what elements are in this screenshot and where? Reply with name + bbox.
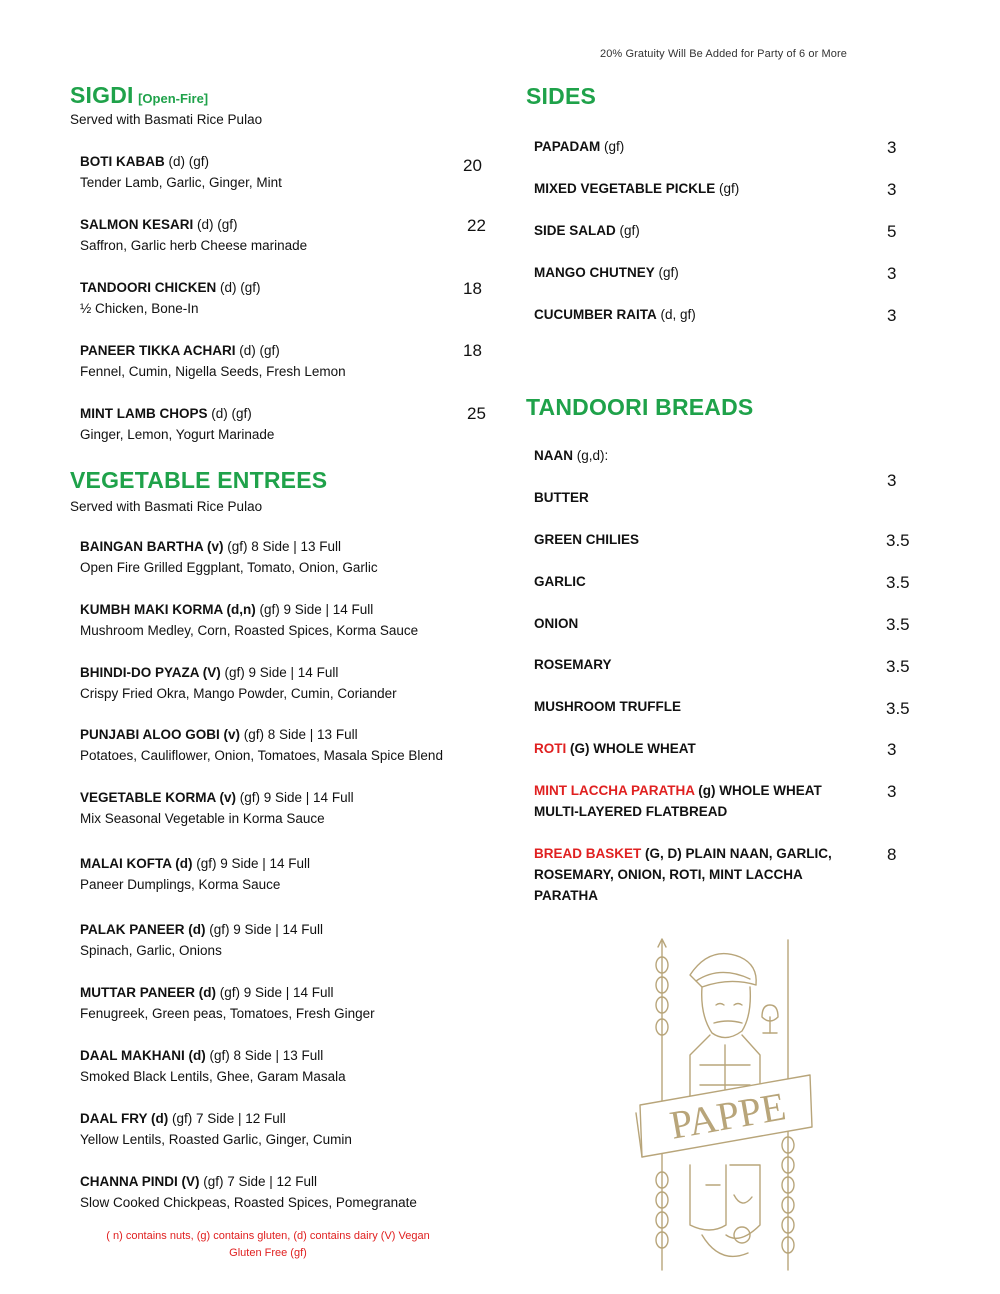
item-desc: Open Fire Grilled Eggplant, Tomato, Onion, Garlic bbox=[80, 560, 378, 575]
item-name: PUNJABI ALOO GOBI (v) bbox=[80, 727, 241, 742]
item-name: DAAL MAKHANI (d) bbox=[80, 1048, 206, 1063]
item-tags: (d) (gf) bbox=[164, 154, 210, 169]
veg-subtitle: Served with Basmati Rice Pulao bbox=[70, 499, 263, 514]
allergen-legend bbox=[80, 1228, 456, 1262]
item-desc: Paneer Dumplings, Korma Sauce bbox=[80, 877, 281, 892]
bread-item-butter: BUTTER bbox=[534, 490, 589, 505]
bread-item: MUSHROOM TRUFFLE bbox=[534, 699, 681, 714]
item-tags: (G, D) PLAIN NAAN, GARLIC, ROSEMARY, ONION, ROTI, MINT LACCHA PARATHA bbox=[534, 846, 832, 903]
gratuity-note: 20% Gratuity Will Be Added for Party of 6 or More bbox=[600, 48, 848, 60]
item-tags: (gf) 7 Side | 12 Full bbox=[199, 1174, 318, 1189]
item-tags: (g) WHOLE WHEAT MULTI-LAYERED FLATBREAD bbox=[534, 783, 822, 819]
bread-item-roti bbox=[534, 738, 696, 759]
item-tags: (gf) bbox=[715, 181, 740, 196]
figure-icon bbox=[690, 1165, 760, 1256]
menu-item-veg-10 bbox=[80, 1171, 417, 1213]
item-price: 3.5 bbox=[886, 573, 910, 592]
side-item bbox=[534, 220, 640, 241]
item-tags: (G) WHOLE WHEAT bbox=[566, 741, 696, 756]
item-name: MANGO CHUTNEY bbox=[534, 265, 655, 280]
item-price: 22 bbox=[467, 216, 486, 235]
menu-item-sigdi-1 bbox=[80, 214, 307, 256]
item-desc: Potatoes, Cauliflower, Onion, Tomatoes, Masala Spice Blend bbox=[80, 748, 443, 763]
item-name: KUMBH MAKI KORMA (d,n) bbox=[80, 602, 256, 617]
item-desc: Mushroom Medley, Corn, Roasted Spices, Korma Sauce bbox=[80, 623, 419, 638]
menu-item-sigdi-4 bbox=[80, 403, 274, 445]
item-tags: (gf) 8 Side | 13 Full bbox=[223, 539, 342, 554]
pappe-logo bbox=[630, 935, 820, 1275]
item-tags: (d) (gf) bbox=[216, 280, 261, 295]
sigdi-heading bbox=[70, 82, 208, 109]
item-name: VEGETABLE KORMA (v) bbox=[80, 790, 237, 805]
item-price: 3.5 bbox=[886, 699, 910, 718]
item-price: 18 bbox=[463, 279, 482, 298]
item-desc: Saffron, Garlic herb Cheese marinade bbox=[80, 238, 308, 253]
item-name: PALAK PANEER (d) bbox=[80, 922, 206, 937]
item-name: MINT LACCHA PARATHA bbox=[534, 783, 695, 798]
item-desc: Mix Seasonal Vegetable in Korma Sauce bbox=[80, 811, 325, 826]
item-desc: ½ Chicken, Bone-In bbox=[80, 301, 199, 316]
item-price: 3 bbox=[887, 180, 897, 199]
item-name: CHANNA PINDI (V) bbox=[80, 1174, 200, 1189]
item-name: TANDOORI CHICKEN bbox=[80, 280, 217, 295]
item-tags: (gf) bbox=[654, 265, 679, 280]
item-desc: Fennel, Cumin, Nigella Seeds, Fresh Lemon bbox=[80, 364, 346, 379]
menu-item-veg-4 bbox=[80, 787, 354, 829]
item-price: 3 bbox=[887, 264, 897, 283]
item-price: 3 bbox=[887, 782, 897, 801]
side-item bbox=[534, 304, 696, 325]
menu-item-sigdi-0 bbox=[80, 151, 282, 193]
item-desc: Spinach, Garlic, Onions bbox=[80, 943, 222, 958]
menu-item-veg-3 bbox=[80, 724, 443, 766]
menu-item-veg-6 bbox=[80, 919, 323, 961]
item-tags: (gf) 9 Side | 14 Full bbox=[220, 665, 339, 680]
bread-item: GARLIC bbox=[534, 574, 586, 589]
item-tags: (gf) bbox=[615, 223, 640, 238]
item-tags: (d) (gf) bbox=[207, 406, 252, 421]
item-tags: (d) (gf) bbox=[193, 217, 238, 232]
item-desc: Smoked Black Lentils, Ghee, Garam Masala bbox=[80, 1069, 346, 1084]
menu-item-veg-7 bbox=[80, 982, 375, 1024]
item-price: 3.5 bbox=[886, 657, 910, 676]
item-desc: Crispy Fried Okra, Mango Powder, Cumin, Coriander bbox=[80, 686, 397, 701]
item-tags: (g,d): bbox=[573, 448, 609, 463]
side-item bbox=[534, 262, 679, 283]
side-item bbox=[534, 178, 739, 199]
menu-item-veg-9 bbox=[80, 1108, 352, 1150]
bread-item-basket bbox=[534, 843, 844, 906]
sigdi-subtitle: Served with Basmati Rice Pulao bbox=[70, 112, 263, 127]
menu-item-veg-8 bbox=[80, 1045, 346, 1087]
legend-line: ( n) contains nuts, (g) contains gluten, (d) contains dairy (V) Vegan bbox=[106, 1230, 430, 1242]
menu-item-veg-0 bbox=[80, 536, 378, 578]
item-tags: (gf) 9 Side | 14 Full bbox=[255, 602, 374, 617]
item-tags: (gf) 9 Side | 14 Full bbox=[215, 985, 334, 1000]
item-price: 3 bbox=[887, 306, 897, 325]
item-name: SALMON KESARI bbox=[80, 217, 194, 232]
item-price: 3.5 bbox=[886, 531, 910, 550]
item-name: SIDE SALAD bbox=[534, 223, 616, 238]
bread-item: GREEN CHILIES bbox=[534, 532, 640, 547]
item-desc: Tender Lamb, Garlic, Ginger, Mint bbox=[80, 175, 282, 190]
bread-item: ONION bbox=[534, 616, 579, 631]
item-name: BOTI KABAB bbox=[80, 154, 165, 169]
item-tags: (d, gf) bbox=[656, 307, 696, 322]
item-desc: Slow Cooked Chickpeas, Roasted Spices, Pomegranate bbox=[80, 1195, 417, 1210]
item-price: 5 bbox=[887, 222, 897, 241]
item-price: 3.5 bbox=[886, 615, 910, 634]
legend-line: Gluten Free (gf) bbox=[229, 1247, 307, 1259]
item-price: 20 bbox=[463, 156, 482, 175]
item-name: CUCUMBER RAITA bbox=[534, 307, 657, 322]
item-name: PANEER TIKKA ACHARI bbox=[80, 343, 236, 358]
item-tags: (gf) 9 Side | 14 Full bbox=[236, 790, 354, 805]
menu-item-veg-2 bbox=[80, 662, 397, 704]
item-desc: Fenugreek, Green peas, Tomatoes, Fresh Ginger bbox=[80, 1006, 375, 1021]
item-tags: (gf) 9 Side | 14 Full bbox=[205, 922, 324, 937]
naan-heading bbox=[534, 445, 608, 466]
breads-title: TANDOORI BREADS bbox=[526, 394, 754, 420]
item-name: NAAN bbox=[534, 448, 573, 463]
veg-title: VEGETABLE ENTREES bbox=[70, 467, 328, 493]
item-desc: Ginger, Lemon, Yogurt Marinade bbox=[80, 427, 275, 442]
item-tags: (gf) bbox=[600, 139, 625, 154]
item-name: MUTTAR PANEER (d) bbox=[80, 985, 216, 1000]
item-tags: (d) (gf) bbox=[235, 343, 280, 358]
sigdi-tag: [Open-Fire] bbox=[138, 91, 209, 106]
item-name: ROTI bbox=[534, 741, 567, 756]
bread-item-paratha bbox=[534, 780, 834, 822]
item-price: 3 bbox=[887, 471, 897, 490]
bread-item: ROSEMARY bbox=[534, 657, 612, 672]
item-name: BREAD BASKET bbox=[534, 846, 642, 861]
sides-title: SIDES bbox=[526, 83, 597, 109]
item-tags: (gf) 8 Side | 13 Full bbox=[240, 727, 358, 742]
item-tags: (gf) 8 Side | 13 Full bbox=[205, 1048, 324, 1063]
item-price: 18 bbox=[463, 341, 482, 360]
item-price: 3 bbox=[887, 138, 897, 157]
side-item bbox=[534, 136, 624, 157]
item-desc: Yellow Lentils, Roasted Garlic, Ginger, Cumin bbox=[80, 1132, 352, 1147]
item-name: MIXED VEGETABLE PICKLE bbox=[534, 181, 716, 196]
item-name: PAPADAM bbox=[534, 139, 601, 154]
item-price: 3 bbox=[887, 740, 897, 759]
item-name: BHINDI-DO PYAZA (V) bbox=[80, 665, 221, 680]
item-name: BAINGAN BARTHA (v) bbox=[80, 539, 224, 554]
menu-item-sigdi-2 bbox=[80, 277, 261, 319]
item-tags: (gf) 7 Side | 12 Full bbox=[168, 1111, 286, 1126]
item-price: 25 bbox=[467, 404, 486, 423]
item-name: MALAI KOFTA (d) bbox=[80, 856, 193, 871]
menu-item-veg-1 bbox=[80, 599, 418, 641]
sigdi-title: SIGDI bbox=[70, 82, 134, 108]
item-name: DAAL FRY (d) bbox=[80, 1111, 169, 1126]
menu-item-veg-5 bbox=[80, 853, 310, 895]
item-price: 8 bbox=[887, 845, 897, 864]
item-tags: (gf) 9 Side | 14 Full bbox=[192, 856, 311, 871]
logo-text: PAPPE bbox=[666, 1083, 789, 1148]
menu-item-sigdi-3 bbox=[80, 340, 346, 382]
item-name: MINT LAMB CHOPS bbox=[80, 406, 208, 421]
